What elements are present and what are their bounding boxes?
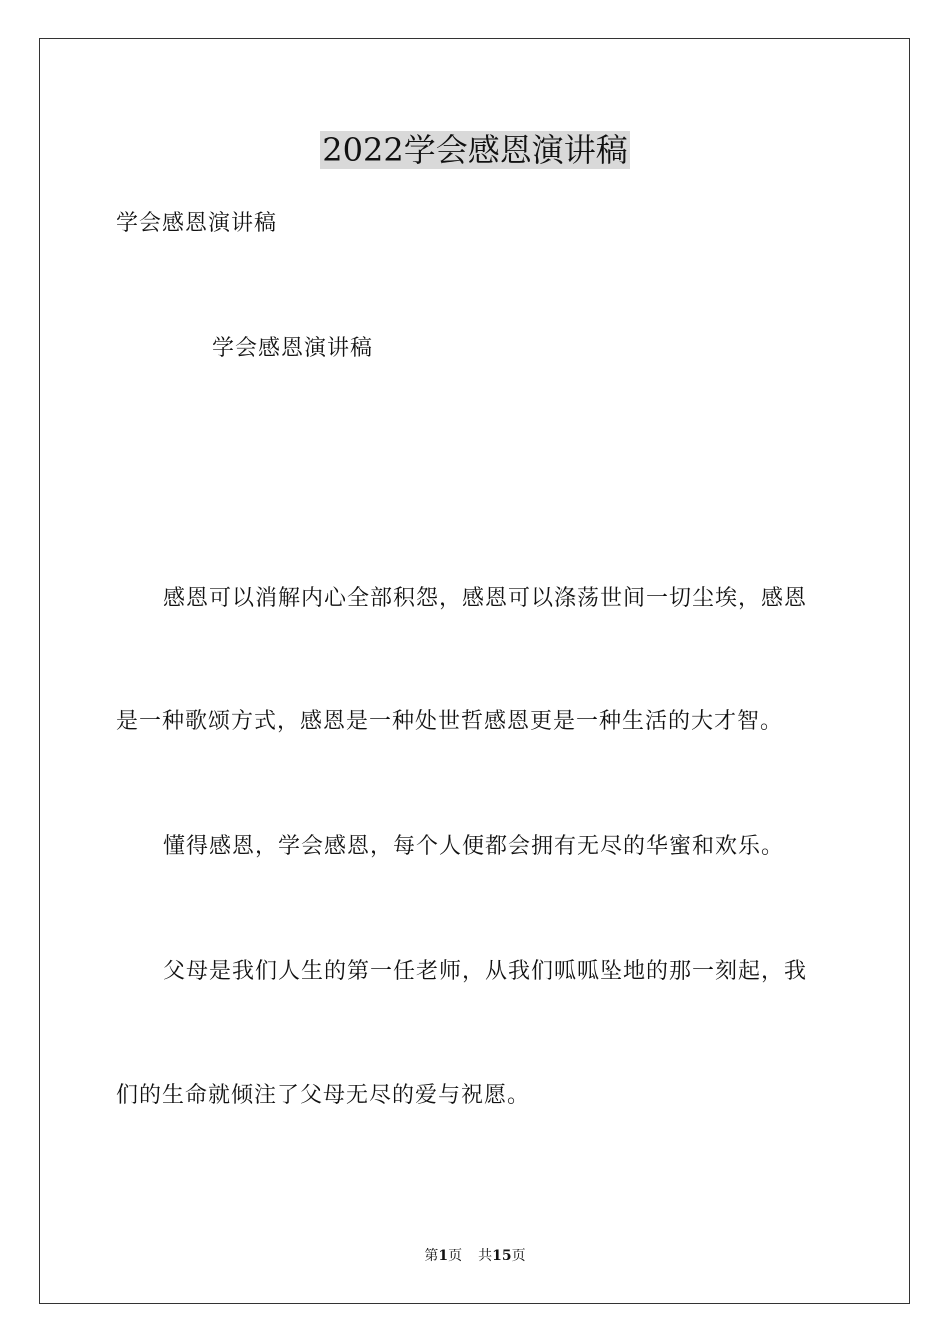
paragraph-line: 们的生命就倾注了父母无尽的爱与祝愿。: [116, 1083, 531, 1108]
document-title: [0, 128, 950, 172]
subtitle-line-2: 学会感恩演讲稿: [212, 336, 374, 361]
total-prefix: 共: [478, 1248, 493, 1264]
paragraph-line: 是一种歌颂方式，感恩是一种处世哲感恩更是一种生活的大才智。: [116, 709, 784, 734]
page-prefix: 第: [424, 1248, 439, 1264]
page-current: 1: [438, 1248, 449, 1264]
total-suffix: 页: [511, 1248, 526, 1264]
document-title-text: 2022学会感恩演讲稿: [322, 131, 628, 169]
page-suffix: 页: [448, 1248, 463, 1264]
paragraph-line: 懂得感恩，学会感恩，每个人便都会拥有无尽的华蜜和欢乐。: [163, 834, 785, 859]
paragraph-line: 父母是我们人生的第一任老师，从我们呱呱坠地的那一刻起，我: [163, 959, 808, 984]
subtitle-line-1: 学会感恩演讲稿: [116, 211, 278, 236]
page-total: 15: [492, 1248, 512, 1264]
page-footer: [0, 1246, 950, 1266]
paragraph-line: 感恩可以消解内心全部积怨，感恩可以涤荡世间一切尘埃，感恩: [163, 586, 808, 611]
